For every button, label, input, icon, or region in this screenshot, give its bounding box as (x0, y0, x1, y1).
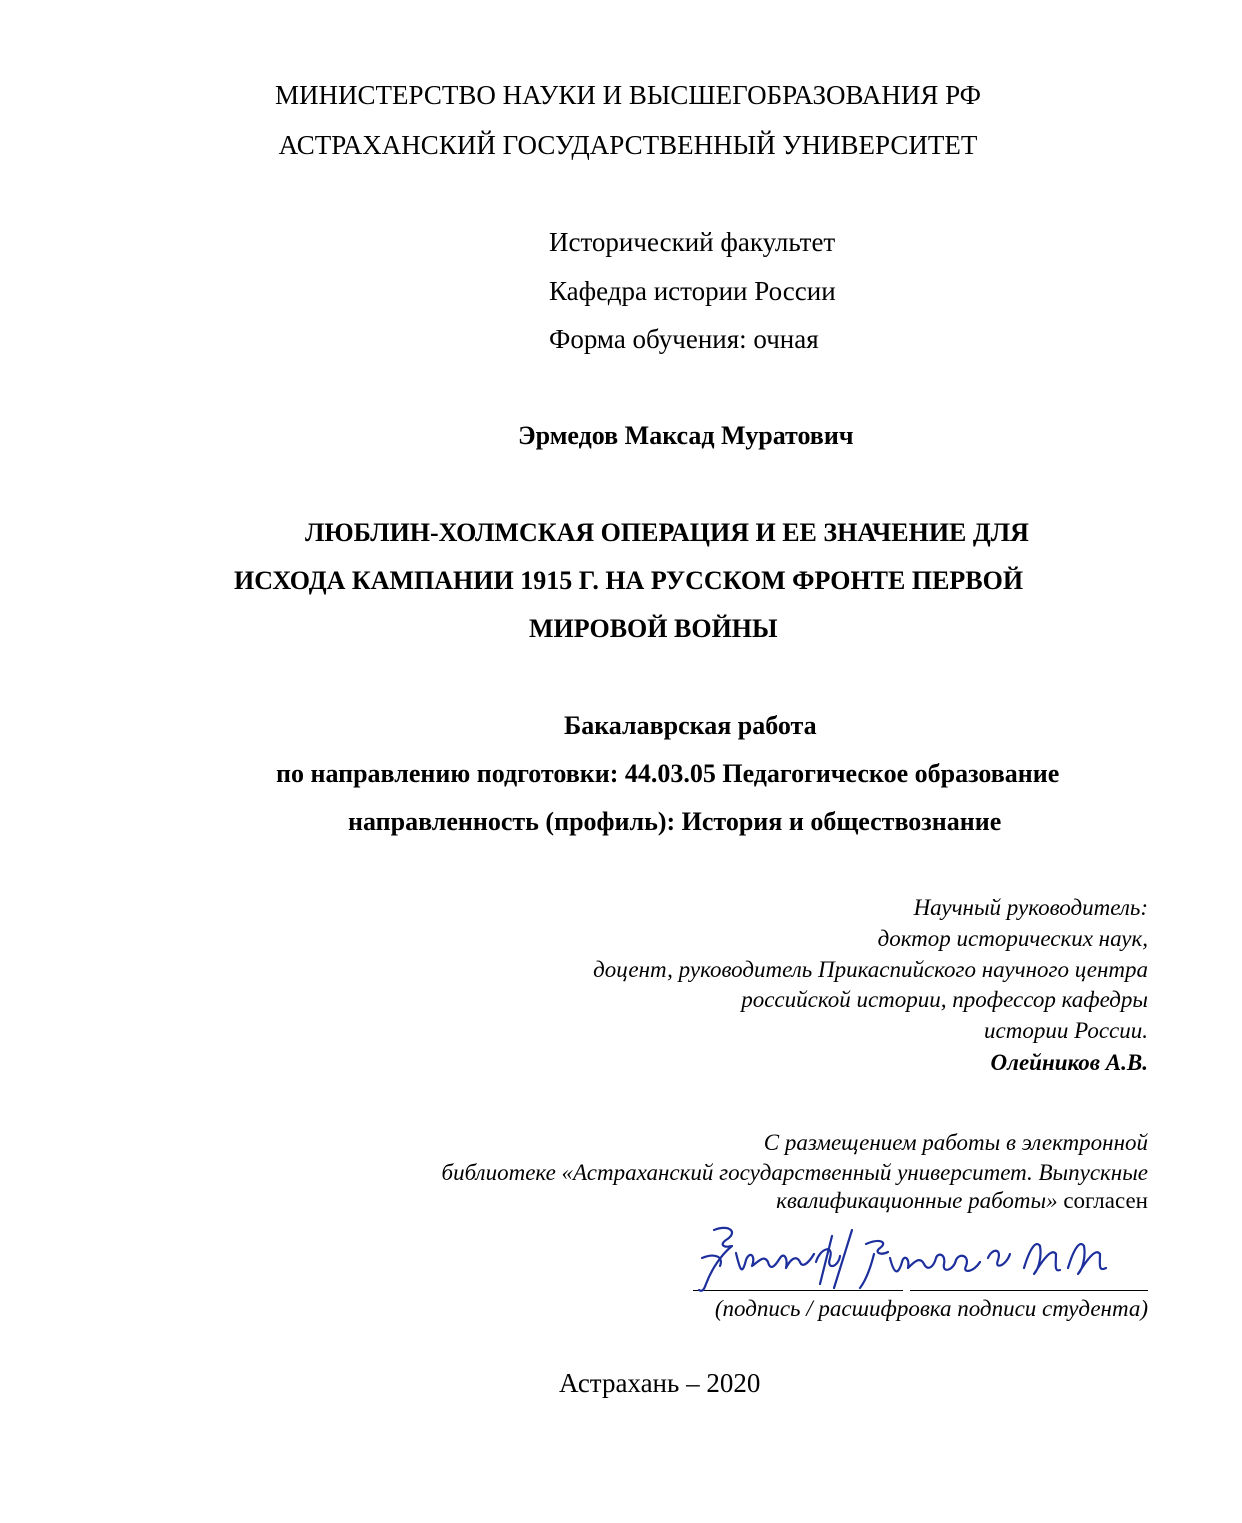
ministry-heading: МИНИСТЕРСТВО НАУКИ И ВЫСШЕГОБРАЗОВАНИЯ РФ (275, 80, 981, 110)
work-profile: направленность (профиль): История и обществознание (348, 807, 1002, 836)
thesis-title-line-2: ИСХОДА КАМПАНИИ 1915 Г. НА РУССКОМ ФРОНТЕ ПЕРВОЙ (234, 566, 1024, 595)
work-direction: по направлению подготовки: 44.03.05 Педагогическое образование (276, 759, 1060, 788)
consent-line-3-italic: квалификационные работы» (776, 1188, 1058, 1213)
consent-line-2: библиотеке «Астраханский государственный университет. Выпускные (441, 1160, 1148, 1185)
university-heading: АСТРАХАНСКИЙ ГОСУДАРСТВЕННЫЙ УНИВЕРСИТЕТ (278, 130, 978, 160)
supervisor-position-3: истории России. (984, 1018, 1148, 1043)
consent-line-3-regular: согласен (1057, 1188, 1148, 1213)
supervisor-name: Олейников А.В. (990, 1050, 1148, 1075)
signature-caption: (подпись / расшифровка подписи студента) (714, 1296, 1148, 1321)
study-form-line: Форма обучения: очная (549, 324, 819, 354)
handwritten-signature (684, 1218, 1144, 1298)
faculty-line: Исторический факультет (549, 227, 836, 257)
author-name: Эрмедов Максад Муратович (518, 421, 854, 450)
work-type: Бакалаврская работа (564, 711, 817, 740)
supervisor-label: Научный руководитель: (913, 895, 1148, 920)
supervisor-position-1: доцент, руководитель Прикаспийского научного центра (593, 957, 1148, 982)
department-line: Кафедра истории России (549, 276, 836, 306)
consent-line-3 (776, 1188, 1148, 1214)
city-year: Астрахань – 2020 (559, 1368, 761, 1398)
supervisor-position-2: российской истории, профессор кафедры (741, 987, 1148, 1012)
thesis-title-line-1: ЛЮБЛИН-ХОЛМСКАЯ ОПЕРАЦИЯ И ЕЕ ЗНАЧЕНИЕ ДЛЯ (305, 518, 1029, 547)
supervisor-degree: доктор исторических наук, (877, 926, 1148, 951)
thesis-title-line-3: МИРОВОЙ ВОЙНЫ (529, 614, 778, 643)
consent-line-1: С размещением работы в электронной (763, 1130, 1148, 1155)
